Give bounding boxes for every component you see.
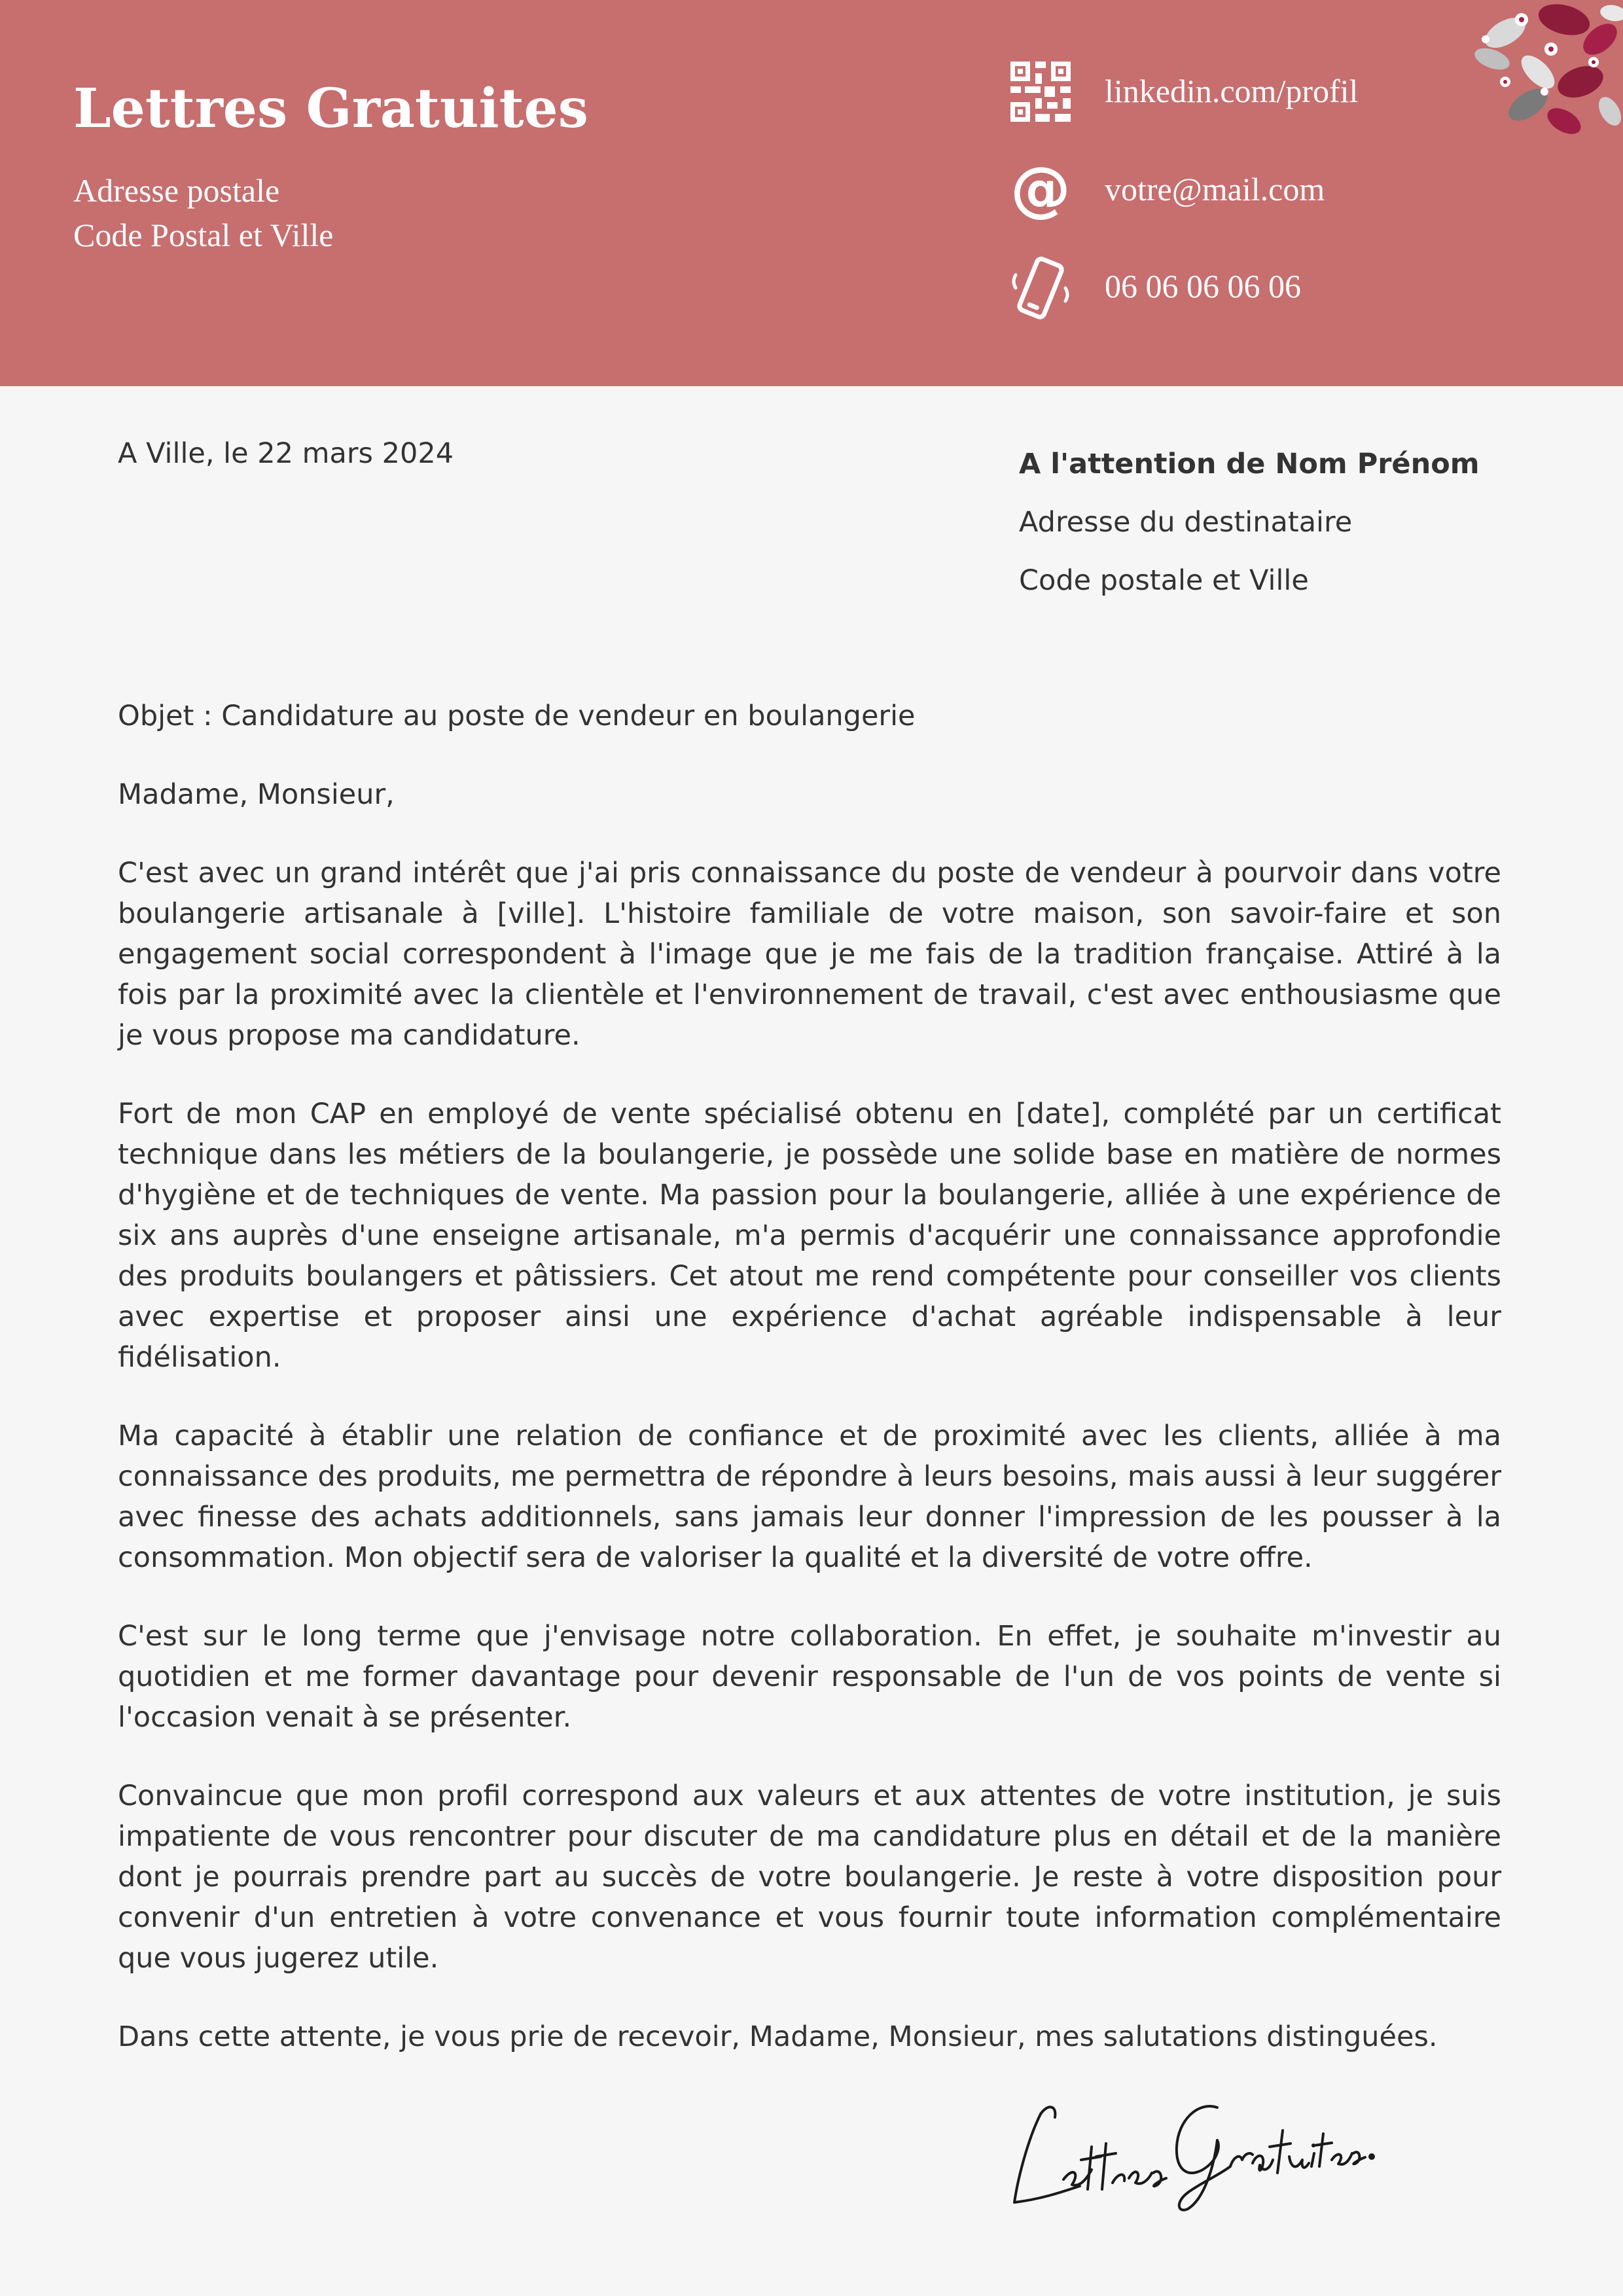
floral-decoration-icon [1466,0,1623,157]
recipient-block [1019,435,1480,610]
letter-header [0,0,1623,386]
handwritten-signature [1001,2068,1381,2225]
recipient-attention: A l'attention de Nom Prénom [1019,448,1480,480]
letter-closing: Dans cette attente, je vous prie de recevoir, Madame, Monsieur, mes salutations distinguées. [118,2020,1438,2053]
letter-salutation: Madame, Monsieur, [118,778,395,811]
contact-phone[interactable]: 06 06 06 06 06 [1105,268,1301,304]
letter-paragraph: C'est avec un grand intérêt que j'ai pris connaissance du poste de vendeur à pourvoir dans votre boulangerie artisanale à [ville]. L'histoire familiale de votre maison, son savoir-faire et son engagement social correspondent à l'image que je me fais de la tradition française. Attiré à la fois par la proximité avec la clientèle et l'environnement de travail, c'est avec enthousiasme que je vous propose ma candidature. [118,857,1501,1052]
sender-address-line-2: Code Postal et Ville [73,217,334,253]
letter-subject: Objet : Candidature au poste de vendeur en boulangerie [118,700,916,732]
svg-text:@: @ [1010,157,1071,223]
contact-linkedin[interactable]: linkedin.com/profil [1105,73,1359,109]
sender-name: Lettres Gratuites [73,77,588,140]
sender-address-line-1: Adresse postale [73,172,280,209]
letter-paragraph: C'est sur le long terme que j'envisage notre collaboration. En effet, je souhaite m'investir au quotidien et me former davantage pour devenir responsable de l'un de vos points de vente si l'occasion venait à se présenter. [118,1620,1501,1734]
letter-paragraph: Fort de mon CAP en employé de vente spécialisé obtenu en [date], complété par un certificat technique dans les métiers de la boulangerie, je possède une solide base en matière de normes d'hygiène et de techniques de vente. Ma passion pour la boulangerie, alliée à une expérience de six ans auprès d'une enseigne artisanale, m'a permis d'acquérir une connaissance approfondie des produits boulangers et pâtissiers. Cet atout me rend compétente pour conseiller vos clients avec expertise et proposer ainsi une expérience d'achat agréable indispensable à leur fidélisation. [118,1098,1501,1374]
letter-paragraph: Ma capacité à établir une relation de confiance et de proximité avec les clients, alliée à ma connaissance des produits, me permettra de répondre à leurs besoins, mais aussi à leur suggérer avec finesse des achats additionnels, sans jamais leur donner l'impression de les pousser à la consommation. Mon objectif sera de valoriser la qualité et la diversité de votre offre. [118,1420,1501,1574]
phone-icon [1008,255,1073,321]
letter-date: A Ville, le 22 mars 2024 [118,437,454,470]
letter-paragraph: Convaincue que mon profil correspond aux valeurs et aux attentes de votre institution, je suis impatiente de vous rencontrer pour discuter de ma candidature plus en détail et de la manière dont je pourrais prendre part au succès de votre boulangerie. Je reste à votre disposition pour convenir d'un entretien à votre convenance et vous fournir toute information complémentaire que vous jugerez utile. [118,1780,1501,1975]
recipient-city: Code postale et Ville [1019,564,1309,597]
letter-content [118,696,1501,2095]
contact-email[interactable]: votre@mail.com [1105,171,1325,207]
recipient-address: Adresse du destinataire [1019,506,1353,539]
qr-code-icon [1008,59,1073,124]
at-sign-icon [1008,157,1073,223]
